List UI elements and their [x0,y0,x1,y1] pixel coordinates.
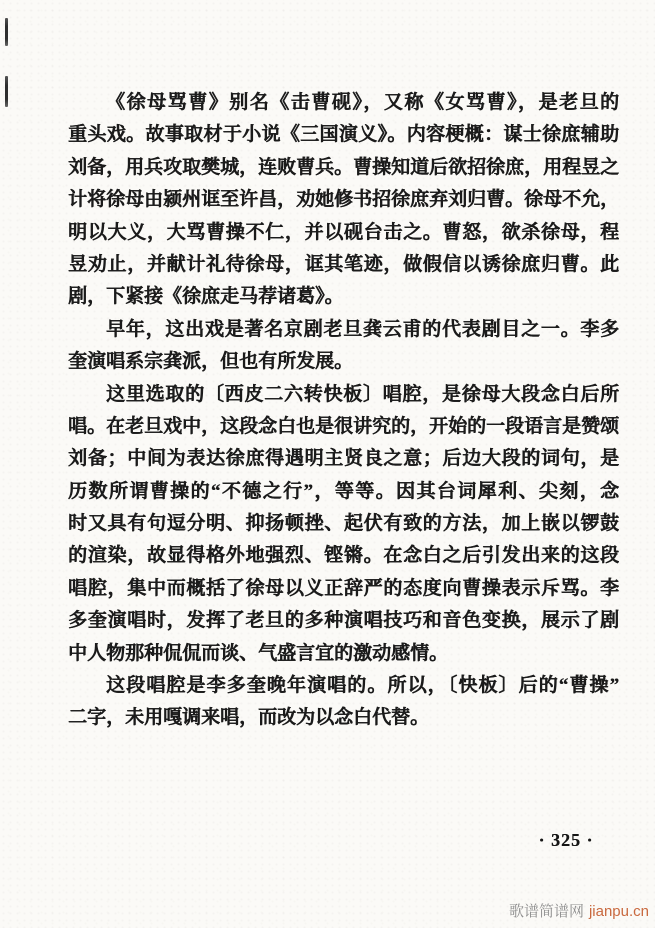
text-line: 《徐母骂曹》别名《击曹砚》，又称《女骂曹》，是老旦的 [106,92,619,113]
text-line: 二字，未用嘎调来唱，而改为以念白代替。 [68,707,430,729]
text-line: 计将徐母由颍州诓至许昌，劝她修书招徐庶弃刘归曹。徐母不允， [68,189,619,211]
text-line: 唱腔，集中而概括了徐母以义正辞严的态度向曹操表示斥骂。李 [68,577,619,599]
text-line: 重头戏。故事取材于小说《三国演义》。内容梗概：谋士徐庶辅助 [68,124,619,146]
text-line: 奎演唱系宗龚派，但也有所发展。 [68,351,354,373]
watermark [509,900,649,921]
text-line: 昱劝止，并献计礼待徐母，诓其笔迹，做假信以诱徐庶归曹。此 [68,253,619,275]
text-line: 的渲染，故显得格外地强烈、铿锵。在念白之后引发出来的这段 [68,545,619,567]
page-number: · 325 · [538,830,594,850]
text-line: 这里选取的〔西皮二六转快板〕唱腔，是徐母大段念白后所 [106,383,619,405]
text-line: 明以大义，大骂曹操不仁，并以砚台击之。曹怒，欲杀徐母，程 [68,221,619,243]
text-line: 早年，这出戏是著名京剧老旦龚云甫的代表剧目之一。李多 [106,318,619,340]
watermark-site-url: jianpu.cn [588,903,649,920]
text-line: 剧，下紧接《徐庶走马荐诸葛》。 [68,286,344,308]
scan-artifact-bar-bottom [5,76,8,107]
scan-artifact-bar-top [5,18,8,46]
text-line: 这段唱腔是李多奎晚年演唱的。所以，〔快板〕后的“曹操” [106,675,619,697]
text-line: 历数所谓曹操的“不德之行”，等等。因其台词犀利、尖刻，念 [68,480,619,502]
text-line: 时又具有句逗分明、抑扬顿挫、起伏有致的方法，加上嵌以锣鼓 [68,513,619,535]
text-line: 刘备；中间为表达徐庶得遇明主贤良之意；后边大段的词句，是 [68,448,619,470]
text-line: 多奎演唱时，发挥了老旦的多种演唱技巧和音色变换，展示了剧 [68,610,619,632]
text-line: 唱。在老旦戏中，这段念白也是很讲究的，开始的一段语言是赞颂 [68,415,619,437]
text-line: 中人物那种侃侃而谈、气盛言宜的激动感情。 [68,642,449,664]
page-text-block [68,87,619,735]
text-line: 刘备，用兵攻取樊城，连败曹兵。曹操知道后欲招徐庶，用程昱之 [68,156,619,178]
watermark-site-name: 歌谱简谱网 [508,903,584,920]
